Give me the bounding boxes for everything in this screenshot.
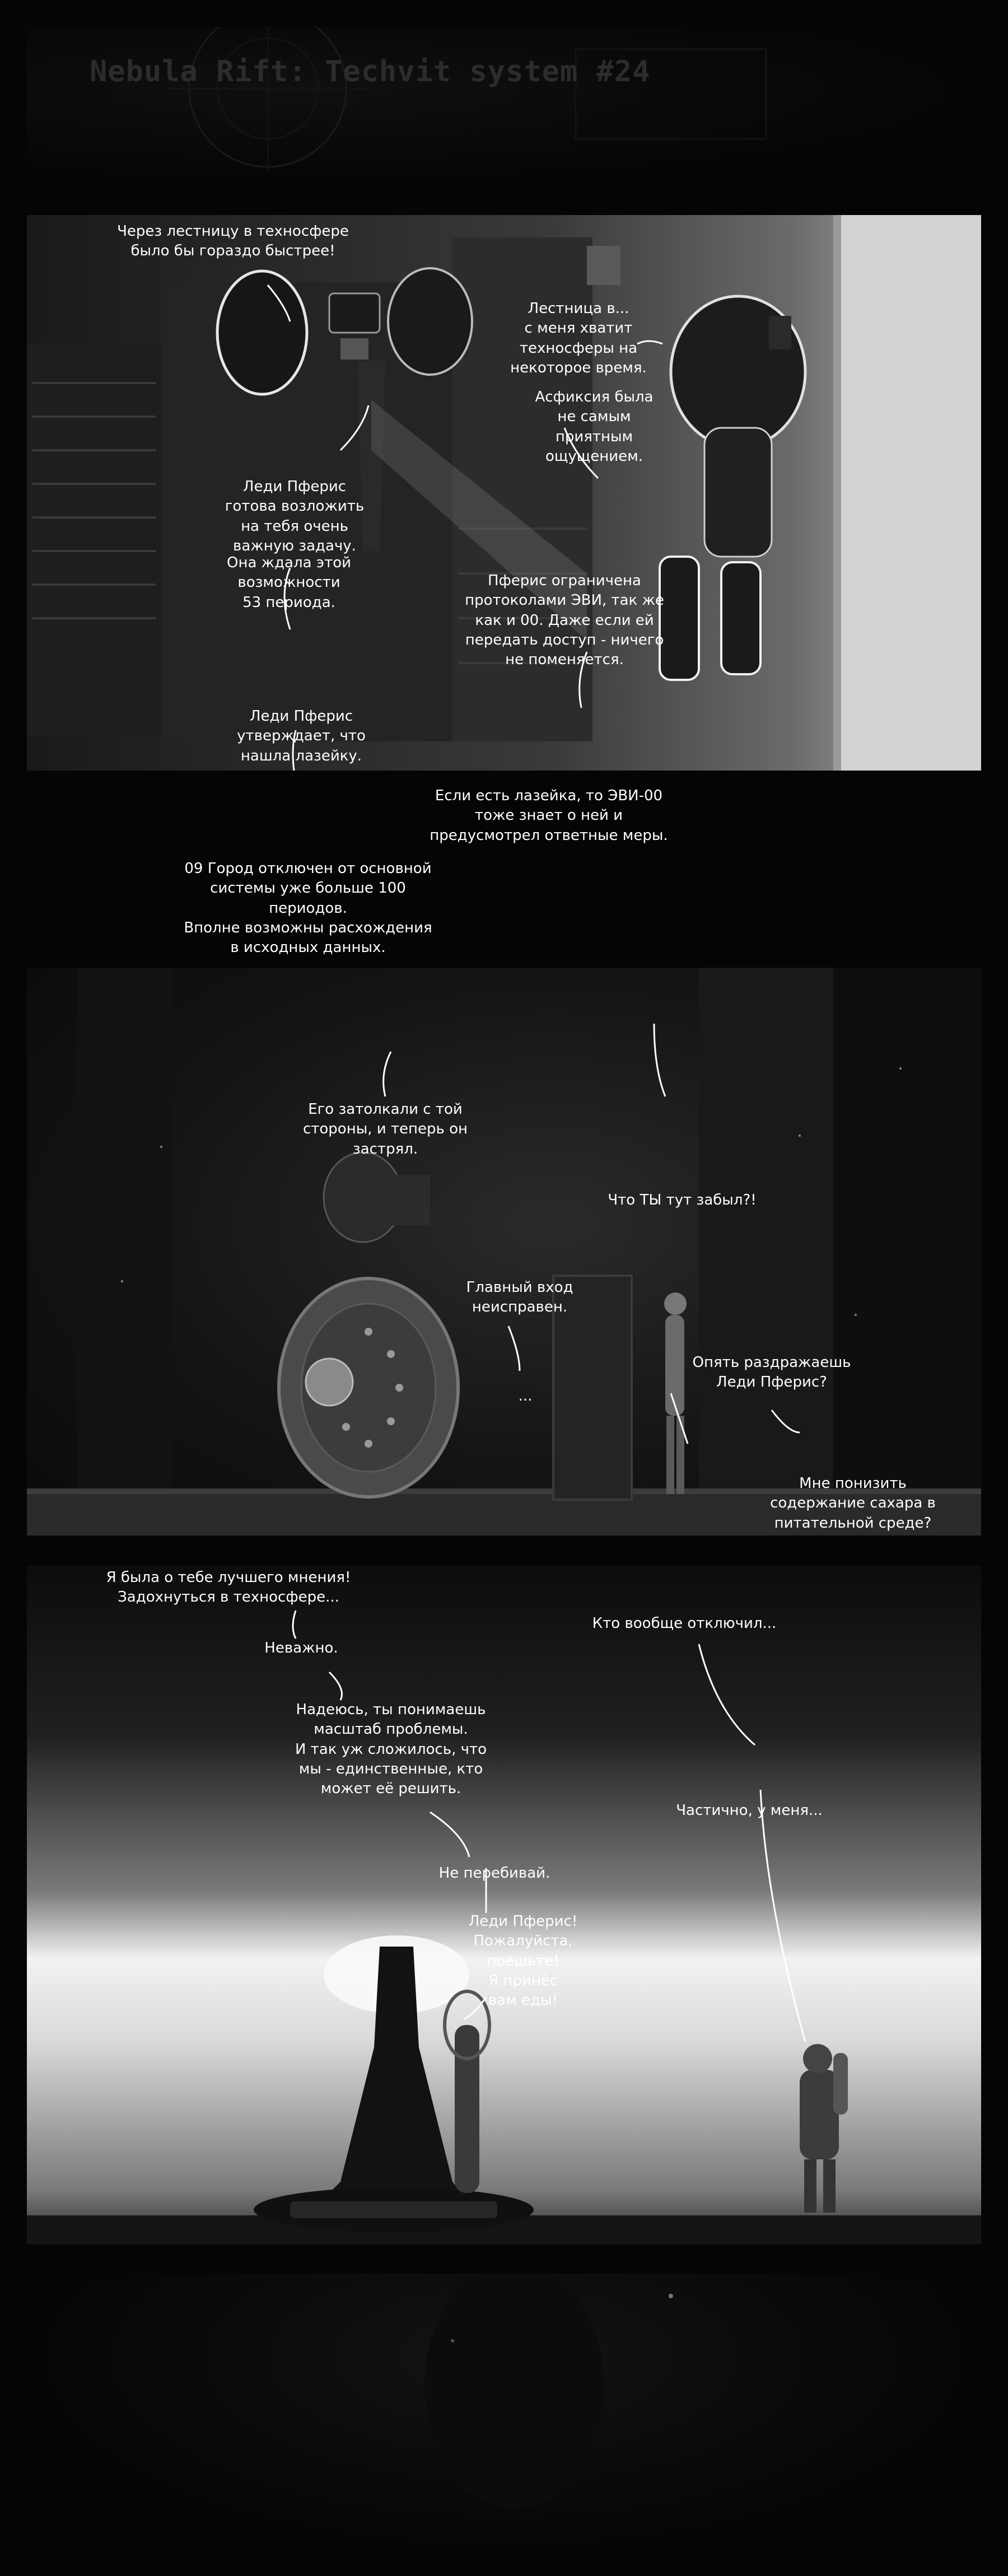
title-area: [27, 27, 981, 184]
speech-bubble: 09 Город отключен от основной системы уже больше 100 периодов. Вполне возможны расхождения в исходных данных.: [184, 860, 432, 956]
bottom-scene: [27, 2274, 981, 2554]
comic-panel-2: [27, 968, 981, 1536]
title-background-art: [27, 27, 981, 184]
speech-bubble: Частично, у меня...: [676, 1802, 823, 1819]
panel-1-scene: [27, 215, 981, 771]
page-title: Nebula Rift: Techvit system #24: [90, 55, 651, 88]
speech-bubble: Мне понизить содержание сахара в питательной среде?: [770, 1475, 936, 1532]
panel-3-scene: [27, 1566, 981, 2244]
speech-bubble: Неважно.: [264, 1640, 338, 1656]
speech-bubble: Она ждала этой возможности 53 периода.: [226, 554, 352, 611]
speech-bubble: Если есть лазейка, то ЭВИ-00 тоже знает о ней и предусмотрел ответные меры.: [430, 787, 668, 844]
speech-bubble: Асфиксия была не самым приятным ощущением.: [535, 389, 654, 465]
speech-bubble: Не перебивай.: [438, 1865, 550, 1882]
speech-bubble: Что ТЫ тут забыл?!: [608, 1192, 757, 1208]
speech-bubble: Лестница в... с меня хватит техносферы на некоторое время.: [510, 300, 647, 377]
speech-bubble: Леди Пферис! Пожалуйста, поешьте! Я принёс вам еды!: [468, 1913, 578, 2009]
speech-bubble: Главный вход неисправен.: [466, 1279, 573, 1316]
speech-bubble: Через лестницу в техносфере было бы гораздо быстрее!: [117, 223, 349, 260]
bottom-dark-area: [27, 2274, 981, 2554]
speech-bubble: Пферис ограничена протоколами ЭВИ, так же как и 00. Даже если ей передать доступ - ничего не поменяется.: [465, 572, 664, 669]
speech-bubble: Опять раздражаешь Леди Пферис?: [692, 1354, 851, 1391]
panel-2-scene: [27, 968, 981, 1536]
speech-bubble: Леди Пферис готова возложить на тебя очень важную задачу.: [225, 478, 365, 555]
speech-bubble: Я была о тебе лучшего мнения! Задохнуться в техносфере...: [106, 1569, 351, 1606]
comic-panel-1: [27, 215, 981, 771]
speech-bubble: Кто вообще отключил...: [592, 1615, 777, 1632]
comic-panel-3: [27, 1566, 981, 2244]
speech-bubble: Его затолкали с той стороны, и теперь он застрял.: [302, 1101, 468, 1158]
speech-bubble: Леди Пферис утверждает, что нашла лазейку.: [237, 708, 366, 764]
speech-bubble: ...: [518, 1388, 533, 1404]
speech-bubble: Надеюсь, ты понимаешь масштаб проблемы. И так уж сложилось, что мы - единственные, кто может её решить.: [295, 1701, 487, 1798]
